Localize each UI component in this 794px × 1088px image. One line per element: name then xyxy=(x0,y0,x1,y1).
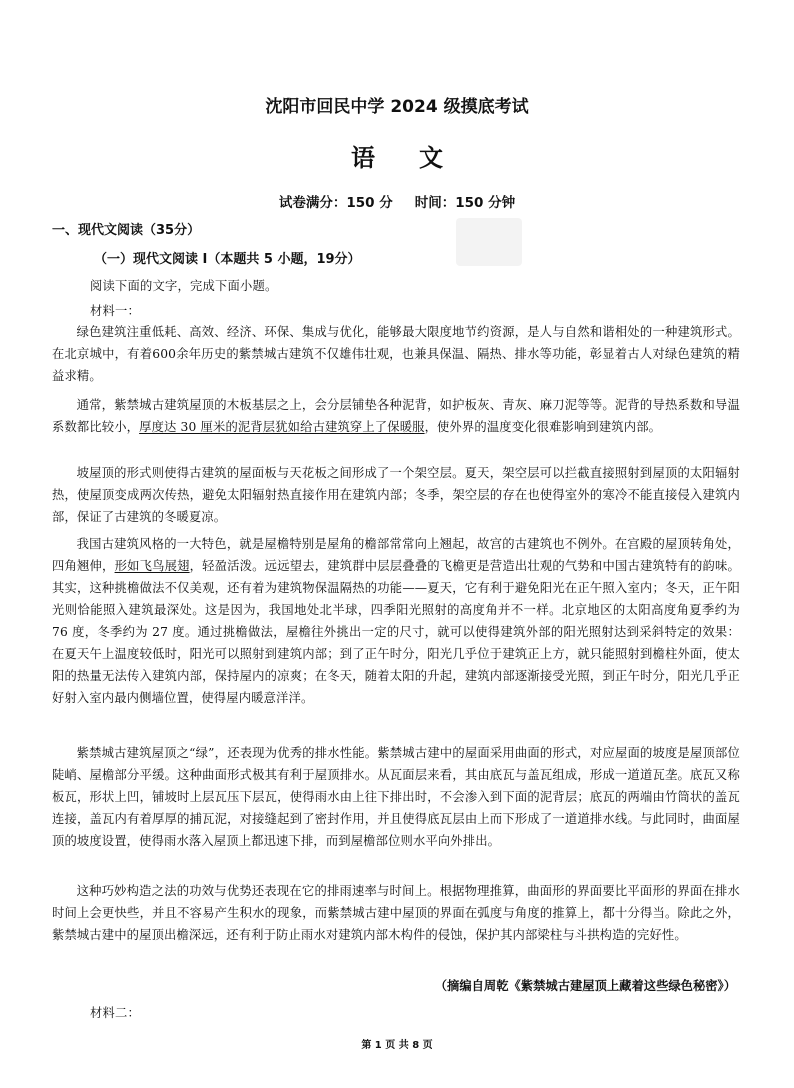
subsection-heading: （一）现代文阅读 I（本题共 5 小题，19分） xyxy=(94,252,361,267)
exam-meta xyxy=(0,191,794,211)
paragraph-1-text: 绿色建筑注重低耗、高效、经济、环保、集成与优化，能够最大限度地节约资源，是人与自然和谐相处的一种建筑形式。在北京城中，有着600余年历史的紫禁城古建筑不仅雄伟壮观，也兼具保温、隔热、排水等功能，彰显着古人对绿色建筑的精益求精。 xyxy=(52,325,740,383)
scan-smudge xyxy=(456,218,522,266)
subject-title xyxy=(0,138,794,173)
source-citation: （摘编自周乾《紫禁城古建屋顶上藏着这些绿色秘密》） xyxy=(434,978,736,993)
paragraph-3 xyxy=(52,462,740,528)
instruction-text: 阅读下面的文字，完成下面小题。 xyxy=(90,279,278,293)
paragraph-4-part-a: 我国古建筑风格的一大特色，就是屋檐特别是屋角的檐部常常向上翘起，故宫的古建筑也不例外。在宫殿的屋顶转角处，四角翘伸， xyxy=(52,537,740,573)
underlined-phrase: 形如飞鸟展翅 xyxy=(114,559,190,573)
material-2-label: 材料二： xyxy=(90,1006,140,1020)
paragraph-4 xyxy=(52,533,740,709)
paragraph-5 xyxy=(52,742,740,852)
section-heading: 一、现代文阅读（35分） xyxy=(52,223,201,238)
paragraph-2-text xyxy=(52,394,740,438)
exam-time: 时间：150 分钟 xyxy=(414,195,516,211)
paragraph-4-part-b: ，轻盈活泼。远远望去，建筑群中层层叠叠的飞檐更是营造出壮观的气势和中国古建筑特有的韵味。其实，这种挑檐做法不仅美观，还有着为建筑物保温隔热的功能——夏天，它有利于避免阳光在正午照入室内；冬天，正午阳光则恰能照入建筑最深处。这是因为，我国地处北半球，四季阳光照射的高度角并不一样。北京地区的太阳高度角夏季约为 76 度，冬季约为 27 度。通过挑檐做法，屋檐往外挑出一定的尺寸，就可以使得建筑外部的阳光照射达到采斜特定的效果：在夏天午上温度较低时，阳光可以照射到建筑内部；到了正午时分，阳光几乎位于建筑正上方，就只能照射到檐柱外面，使太阳的热量无法传入建筑内部，保持屋内的凉爽；在冬天，随着太阳的升起，建筑内部逐渐接受光照，到正午时分，阳光几乎正好射入室内最内侧墙位置，使得屋内暖意洋洋。 xyxy=(52,559,740,705)
paragraph-1 xyxy=(52,321,740,387)
paragraph-2-part-b: ，使外界的温度变化很难影响到建筑内部。 xyxy=(424,420,662,434)
page-number: 第 1 页 共 8 页 xyxy=(361,1040,433,1051)
subject-char-1: 语 xyxy=(351,144,375,172)
underlined-sentence: 厚度达 30 厘米的泥背层犹如给古建筑穿上了保暖服 xyxy=(139,420,425,434)
subject-char-2: 文 xyxy=(419,144,443,172)
paragraph-3-text: 坡屋顶的形式则使得古建筑的屋面板与天花板之间形成了一个架空层。夏天，架空层可以拦截直接照射到屋顶的太阳辐射热，使屋顶变成两次传热，避免太阳辐射热直接作用在建筑内部；冬季，架空层的存在也使得室外的寒冷不能直接侵入建筑内部，保证了古建筑的冬暖夏凉。 xyxy=(52,466,740,524)
paragraph-4-text xyxy=(52,533,740,709)
paragraph-2 xyxy=(52,394,740,438)
exam-title: 沈阳市回民中学 2024 级摸底考试 xyxy=(265,97,529,117)
material-1-label: 材料一： xyxy=(90,304,140,318)
paragraph-6-text: 这种巧妙构造之法的功效与优势还表现在它的排雨速率与时间上。根据物理推算，曲面形的界面要比平面形的界面在排水时间上会更快些，并且不容易产生积水的现象，而紫禁城古建中屋顶的界面在弧度与角度的推算上，都十分得当。除此之外，紫禁城古建中的屋顶出檐深远，还有利于防止雨水对建筑内部木构件的侵蚀，保护其内部梁柱与斗拱构造的完好性。 xyxy=(52,884,740,942)
paragraph-2-part-a: 通常，紫禁城古建筑屋顶的木板基层之上，会分层铺垫各种泥背，如护板灰、青灰、麻刀泥等等。泥背的导热系数和导温系数都比较小， xyxy=(52,398,740,434)
paragraph-5-text: 紫禁城古建筑屋顶之“绿”，还表现为优秀的排水性能。紫禁城古建中的屋面采用曲面的形式，对应屋面的坡度是屋顶部位陡峭、屋檐部分平缓。这种曲面形式极其有利于屋顶排水。从瓦面层来看，其由底瓦与盖瓦组成，形成一道道瓦垄。底瓦又称板瓦，形状上凹，铺坡时上层瓦压下层瓦，使得雨水由上往下排出时，不会渗入到下面的泥背层；底瓦的两端由竹筒状的盖瓦连接，盖瓦内有着厚厚的捕瓦泥，对接缝起到了密封作用，并且使得底瓦层由上而下形成了一道道排水线。与此同时，曲面屋顶的坡度设置，使得雨水落入屋顶上都迅速下排，而到屋檐部位则水平向外排出。 xyxy=(52,746,740,848)
full-score: 试卷满分：150 分 xyxy=(278,195,393,211)
paragraph-6 xyxy=(52,880,740,946)
